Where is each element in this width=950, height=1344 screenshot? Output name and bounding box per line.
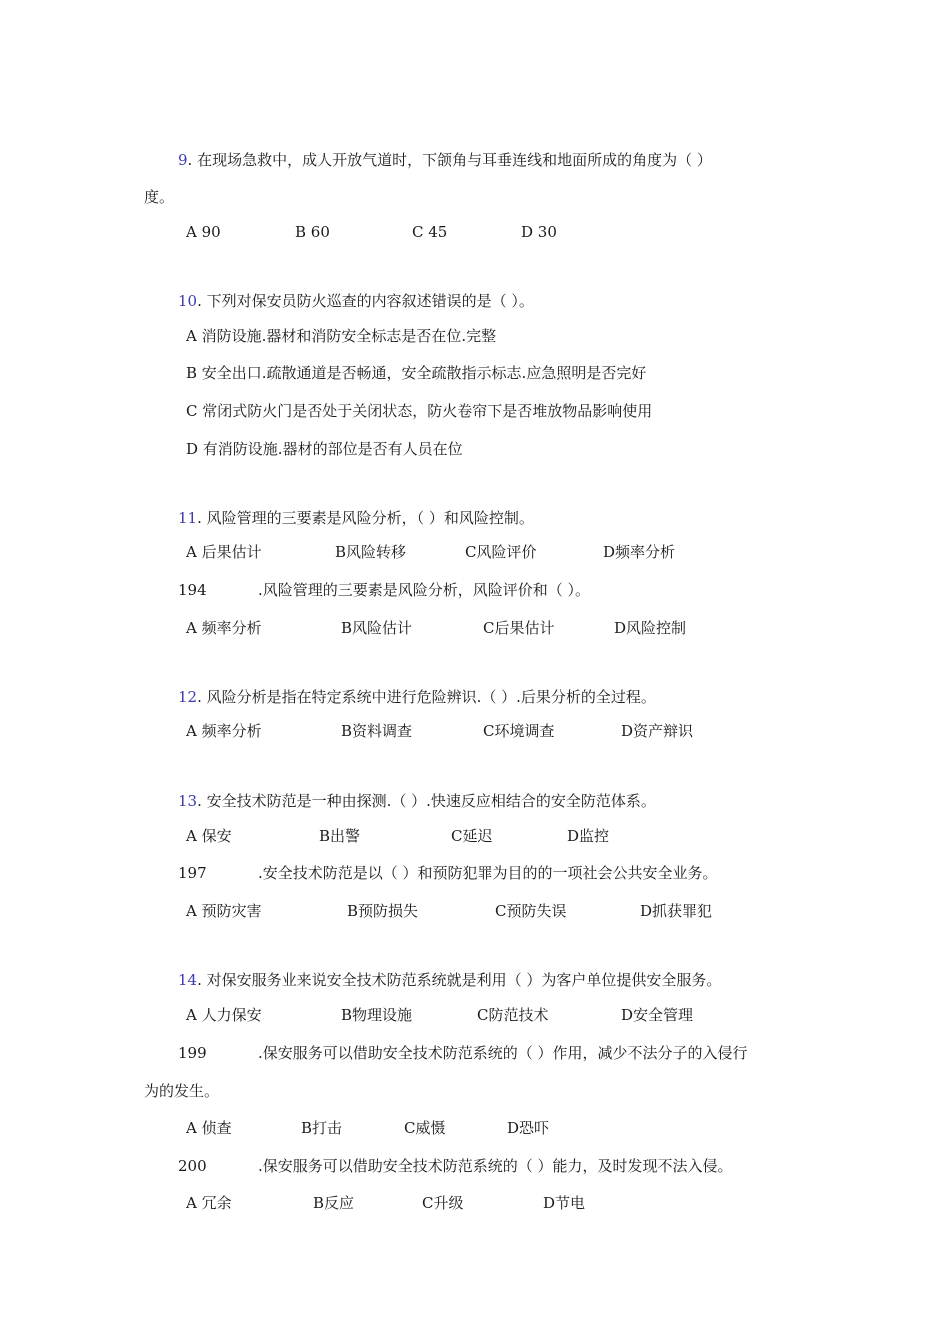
question-number: 10 xyxy=(178,292,198,310)
option-b: B打击 xyxy=(301,1119,343,1137)
option-c: C威慑 xyxy=(404,1119,446,1137)
option-a: A 保安 xyxy=(186,827,232,845)
question-12 xyxy=(178,687,656,707)
option-a: A 频率分析 xyxy=(186,722,262,740)
option-d: D监控 xyxy=(567,827,610,845)
question-stem: . 风险分析是指在特定系统中进行危险辨识.（ ）.后果分析的全过程。 xyxy=(197,688,656,706)
question-197-number: 197 xyxy=(178,864,207,882)
option-a: A 预防灾害 xyxy=(186,902,262,920)
option-c: C预防失误 xyxy=(495,902,567,920)
question-13 xyxy=(178,791,656,811)
question-194-stem: .风险管理的三要素是风险分析，风险评价和（ ）。 xyxy=(258,581,591,599)
question-199-stem: .保安服务可以借助安全技术防范系统的（ ）作用，减少不法分子的入侵行 xyxy=(258,1044,748,1062)
option-a: A 消防设施.器材和消防安全标志是否在位.完整 xyxy=(186,327,497,345)
option-b: B反应 xyxy=(313,1194,355,1212)
question-200-stem: .保安服务可以借助安全技术防范系统的（ ）能力，及时发现不法入侵。 xyxy=(258,1157,733,1175)
option-b: B风险估计 xyxy=(341,619,413,637)
question-199-number: 199 xyxy=(178,1044,207,1062)
question-199-continuation: 为的发生。 xyxy=(144,1082,220,1100)
question-200-number: 200 xyxy=(178,1157,207,1175)
option-a: A 频率分析 xyxy=(186,619,262,637)
question-number: 12 xyxy=(178,688,198,706)
option-a: A 后果估计 xyxy=(186,543,262,561)
option-d: D风险控制 xyxy=(614,619,687,637)
option-d: D频率分析 xyxy=(603,543,676,561)
question-number: 14 xyxy=(178,971,198,989)
option-c: C 常闭式防火门是否处于关闭状态，防火卷帘下是否堆放物品影响使用 xyxy=(186,402,653,420)
question-number: 9 xyxy=(178,151,188,169)
question-9 xyxy=(178,150,712,170)
option-b: B物理设施 xyxy=(341,1006,413,1024)
question-stem: . 对保安服务业来说安全技术防范系统就是利用（ ）为客户单位提供安全服务。 xyxy=(197,971,722,989)
option-b: B风险转移 xyxy=(335,543,407,561)
option-b: B出警 xyxy=(319,827,361,845)
option-a: A 人力保安 xyxy=(186,1006,262,1024)
question-14 xyxy=(178,970,721,990)
option-d: D抓获罪犯 xyxy=(640,902,713,920)
option-d: D 30 xyxy=(521,223,557,241)
option-c: C升级 xyxy=(422,1194,464,1212)
option-d: D安全管理 xyxy=(621,1006,694,1024)
option-d: D节电 xyxy=(543,1194,586,1212)
option-b: B资料调查 xyxy=(341,722,413,740)
option-d: D恐吓 xyxy=(507,1119,550,1137)
option-b: B预防损失 xyxy=(347,902,419,920)
question-9-continuation: 度。 xyxy=(144,188,175,206)
option-c: C 45 xyxy=(412,223,448,241)
option-a: A 90 xyxy=(186,223,221,241)
question-stem: . 下列对保安员防火巡查的内容叙述错误的是（ ）。 xyxy=(197,292,534,310)
option-c: C环境调查 xyxy=(483,722,555,740)
question-stem: . 安全技术防范是一种由探测.（ ）.快速反应相结合的安全防范体系。 xyxy=(197,792,656,810)
option-a: A 冗余 xyxy=(186,1194,232,1212)
option-a: A 侦查 xyxy=(186,1119,232,1137)
option-d: D资产辩识 xyxy=(621,722,694,740)
question-number: 11 xyxy=(178,509,198,527)
question-stem: . 风险管理的三要素是风险分析，（ ）和风险控制。 xyxy=(197,509,534,527)
option-c: C防范技术 xyxy=(477,1006,549,1024)
question-197-stem: .安全技术防范是以（ ）和预防犯罪为目的的一项社会公共安全业务。 xyxy=(258,864,718,882)
option-d: D 有消防设施.器材的部位是否有人员在位 xyxy=(186,440,463,458)
option-b: B 安全出口.疏散通道是否畅通，安全疏散指示标志.应急照明是否完好 xyxy=(186,364,647,382)
question-194-number: 194 xyxy=(178,581,207,599)
question-number: 13 xyxy=(178,792,198,810)
question-stem: . 在现场急救中，成人开放气道时，下颌角与耳垂连线和地面所成的角度为（ ） xyxy=(187,151,712,169)
question-11 xyxy=(178,508,534,528)
option-c: C延迟 xyxy=(451,827,493,845)
option-b: B 60 xyxy=(295,223,330,241)
option-c: C风险评价 xyxy=(465,543,537,561)
option-c: C后果估计 xyxy=(483,619,555,637)
question-10 xyxy=(178,291,534,311)
